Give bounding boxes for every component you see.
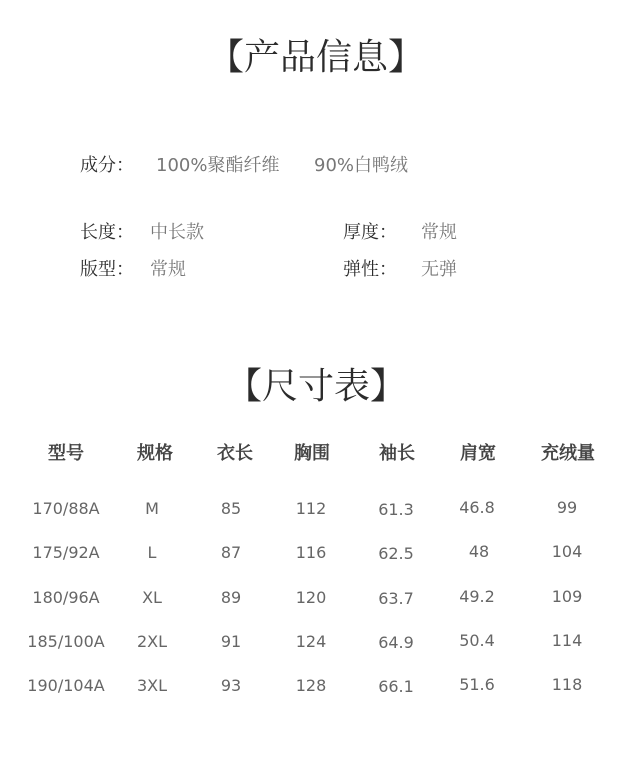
composition-row <box>80 155 134 177</box>
thickness-label: 厚度： <box>343 222 397 243</box>
cell-length: 93 <box>220 676 242 695</box>
header-chest: 胸围 <box>294 443 330 464</box>
cell-length: 89 <box>220 588 242 607</box>
cell-chest: 120 <box>295 588 327 607</box>
header-down-fill: 充绒量 <box>541 443 595 464</box>
cell-length: 91 <box>220 632 242 651</box>
cell-sleeve: 61.3 <box>378 500 414 519</box>
header-shoulder: 肩宽 <box>460 443 496 464</box>
fit-label: 版型： <box>80 259 134 280</box>
cell-model: 170/88A <box>32 499 100 518</box>
cell-model: 180/96A <box>32 588 100 607</box>
size-chart-title: 【尺寸表】 <box>225 366 406 407</box>
composition-label: 成分： <box>80 155 134 176</box>
cell-sleeve: 62.5 <box>378 544 414 563</box>
product-info-title: 【产品信息】 <box>207 37 424 78</box>
cell-size: L <box>147 543 157 562</box>
length-row <box>80 222 134 244</box>
cell-shoulder: 46.8 <box>459 498 495 517</box>
thickness-value-wrap <box>421 222 457 244</box>
cell-down-fill: 114 <box>551 631 583 650</box>
cell-chest: 116 <box>295 543 327 562</box>
cell-sleeve: 63.7 <box>378 589 414 608</box>
thickness-value: 常规 <box>421 222 457 243</box>
elasticity-label: 弹性： <box>343 259 397 280</box>
cell-sleeve: 64.9 <box>378 633 414 652</box>
cell-model: 185/100A <box>27 632 105 651</box>
cell-shoulder: 51.6 <box>459 675 495 694</box>
elasticity-row <box>343 259 397 281</box>
length-label: 长度： <box>80 222 134 243</box>
cell-sleeve: 66.1 <box>378 677 414 696</box>
header-length: 衣长 <box>217 443 253 464</box>
cell-down-fill: 109 <box>551 587 583 606</box>
cell-shoulder: 49.2 <box>459 587 495 606</box>
elasticity-value: 无弹 <box>421 259 457 280</box>
cell-size: 3XL <box>136 676 168 695</box>
composition-value-1 <box>156 155 279 177</box>
header-model: 型号 <box>48 443 84 464</box>
cell-model: 190/104A <box>27 676 105 695</box>
cell-down-fill: 104 <box>551 542 583 561</box>
length-value: 中长款 <box>150 222 204 243</box>
cell-chest: 112 <box>295 499 327 518</box>
cell-down-fill: 99 <box>556 498 578 517</box>
fit-value: 常规 <box>150 259 186 280</box>
header-size: 规格 <box>137 443 173 464</box>
cell-size: M <box>145 499 159 518</box>
composition-value-2 <box>314 155 408 177</box>
cell-length: 87 <box>220 543 242 562</box>
header-sleeve: 袖长 <box>379 443 415 464</box>
cell-model: 175/92A <box>32 543 100 562</box>
composition-value-down: 90%白鸭绒 <box>314 155 409 176</box>
cell-shoulder: 48 <box>468 542 490 561</box>
elasticity-value-wrap <box>421 259 457 281</box>
cell-chest: 128 <box>295 676 327 695</box>
cell-shoulder: 50.4 <box>459 631 495 650</box>
thickness-row <box>343 222 397 244</box>
cell-length: 85 <box>220 499 242 518</box>
cell-size: 2XL <box>136 632 168 651</box>
fit-value-wrap <box>150 259 186 281</box>
cell-down-fill: 118 <box>551 675 583 694</box>
length-value-wrap <box>150 222 204 244</box>
cell-chest: 124 <box>295 632 327 651</box>
composition-value-polyester: 100%聚酯纤维 <box>156 155 280 176</box>
cell-size: XL <box>142 588 162 607</box>
fit-row <box>80 259 134 281</box>
